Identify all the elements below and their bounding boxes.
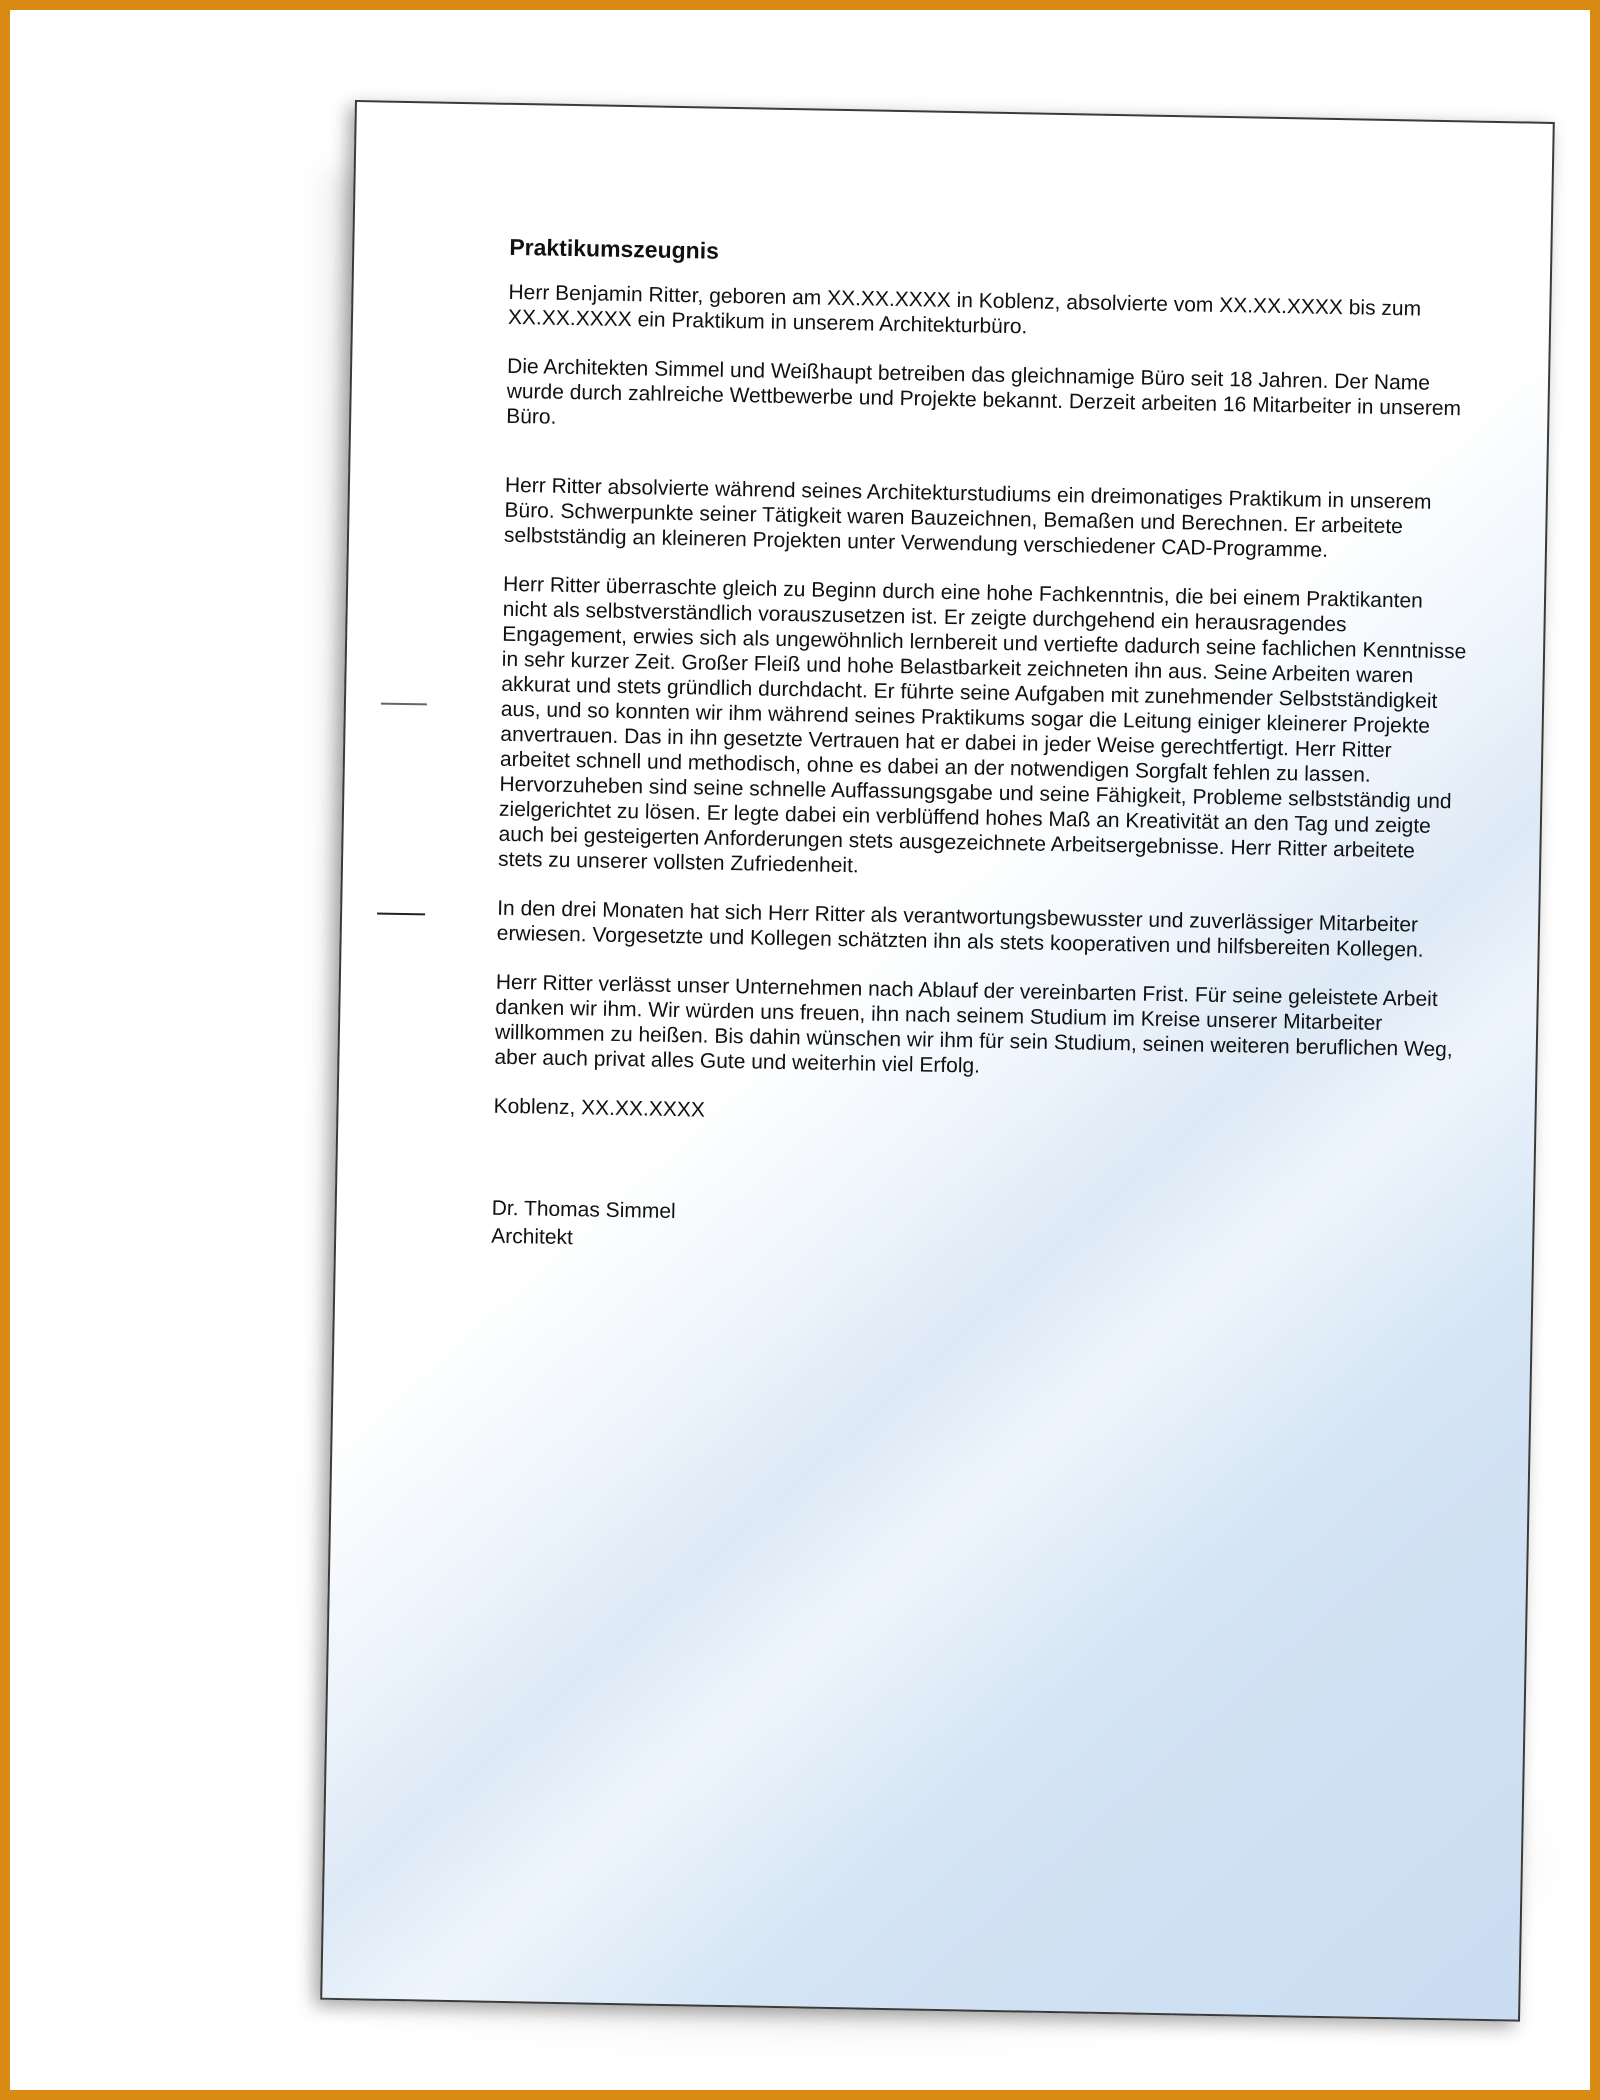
signature-block bbox=[491, 1195, 1457, 1269]
paragraph-closing: Herr Ritter verlässt unser Unternehmen nach Ablauf der vereinbarten Frist. Für seine geleistete Arbeit danken wir ihm. Wir würden uns freuen, ihn nach seinem Studium im Kreise unserer Mitarbeiter willkommen zu heißen. Bis dahin wünschen wir ihm für sein Studium, seinen weiteren beruflichen Weg, aber auch privat alles Gute und weiterhin viel Erfolg. bbox=[494, 970, 1453, 1078]
paragraph-performance: Herr Ritter überraschte gleich zu Beginn durch eine hohe Fachkenntnis, die bei einem Praktikanten nicht als selbstverständlich vorauszusetzen ist. Er zeigte durchgehend ein herausragendes Engagement, erwies sich als ungewöhnlich lernbereit und vertiefte dadurch seine fachlichen Kenntnisse in sehr kurzer Zeit. Großer Fleiß und hohe Belastbarkeit zeichneten ihn aus. Seine Arbeiten waren akkurat und stets gründlich durchdacht. Er führte seine Aufgaben mit zunehmender Selbstständigkeit aus, und so konnten wir ihm während seines Praktikums sogar die Leitung einiger kleinerer Projekte anvertrauen. Das in ihn gesetzte Vertrauen hat er dabei in jeder Weise gerechtfertigt. Herr Ritter arbeitet schnell und methodisch, ohne es dabei an der notwendigen Sorgfalt fehlen zu lassen. Hervorzuheben sind seine schnelle Auffassungsgabe und seine Fähigkeit, Probleme selbstständig und zielgerichtet zu lösen. Er legte dabei ein verblüffend hohes Maß an Kreativität an den Tag und zeigte auch bei gesteigerten Anforderungen stets ausgezeichnete Arbeitsergebnisse. Herr Ritter arbeitete stets zu unserer vollsten Zufriedenheit. bbox=[497, 572, 1467, 878]
paragraph-conduct: In den drei Monaten hat sich Herr Ritter als verantwortungsbewusster und zuverlässiger Mitarbeiter erwiesen. Vorgesetzte und Kollegen schätzten ihn als stets kooperativen und hilfsbereiten Kollegen. bbox=[496, 896, 1424, 962]
fold-mark-upper bbox=[381, 703, 427, 706]
paragraph-tasks: Herr Ritter absolvierte während seines Architekturstudiums ein dreimonatiges Praktikum in unserem Büro. Schwerpunkte seiner Tätigkeit waren Bauzeichnen, Bemaßen und Berechnen. Er arbeitete selbstständig an kleineren Projekten unter Verwendung verschiedener CAD-Programme. bbox=[503, 473, 1432, 562]
signer-name: Dr. Thomas Simmel bbox=[491, 1196, 676, 1224]
place-date: Koblenz, XX.XX.XXXX bbox=[493, 1094, 706, 1122]
document-title: Praktikumszeugnis bbox=[509, 233, 720, 264]
paragraph-intro: Herr Benjamin Ritter, geboren am XX.XX.XXXX in Koblenz, absolvierte vom XX.XX.XXXX bis zum XX.XX.XXXX ein Praktikum in unserem Architekturbüro. bbox=[507, 280, 1422, 339]
paragraph-company: Die Architekten Simmel und Weißhaupt betreiben das gleichnamige Büro seit 18 Jahren. Der Name wurde durch zahlreiche Wettbewerbe und Projekte bekannt. Derzeit arbeiten 16 Mitarbeiter in unserem Büro. bbox=[506, 354, 1462, 429]
document-content bbox=[491, 235, 1474, 1269]
fold-mark-lower bbox=[377, 913, 425, 916]
document-page bbox=[320, 100, 1555, 2022]
signer-title: Architekt bbox=[490, 1224, 574, 1250]
